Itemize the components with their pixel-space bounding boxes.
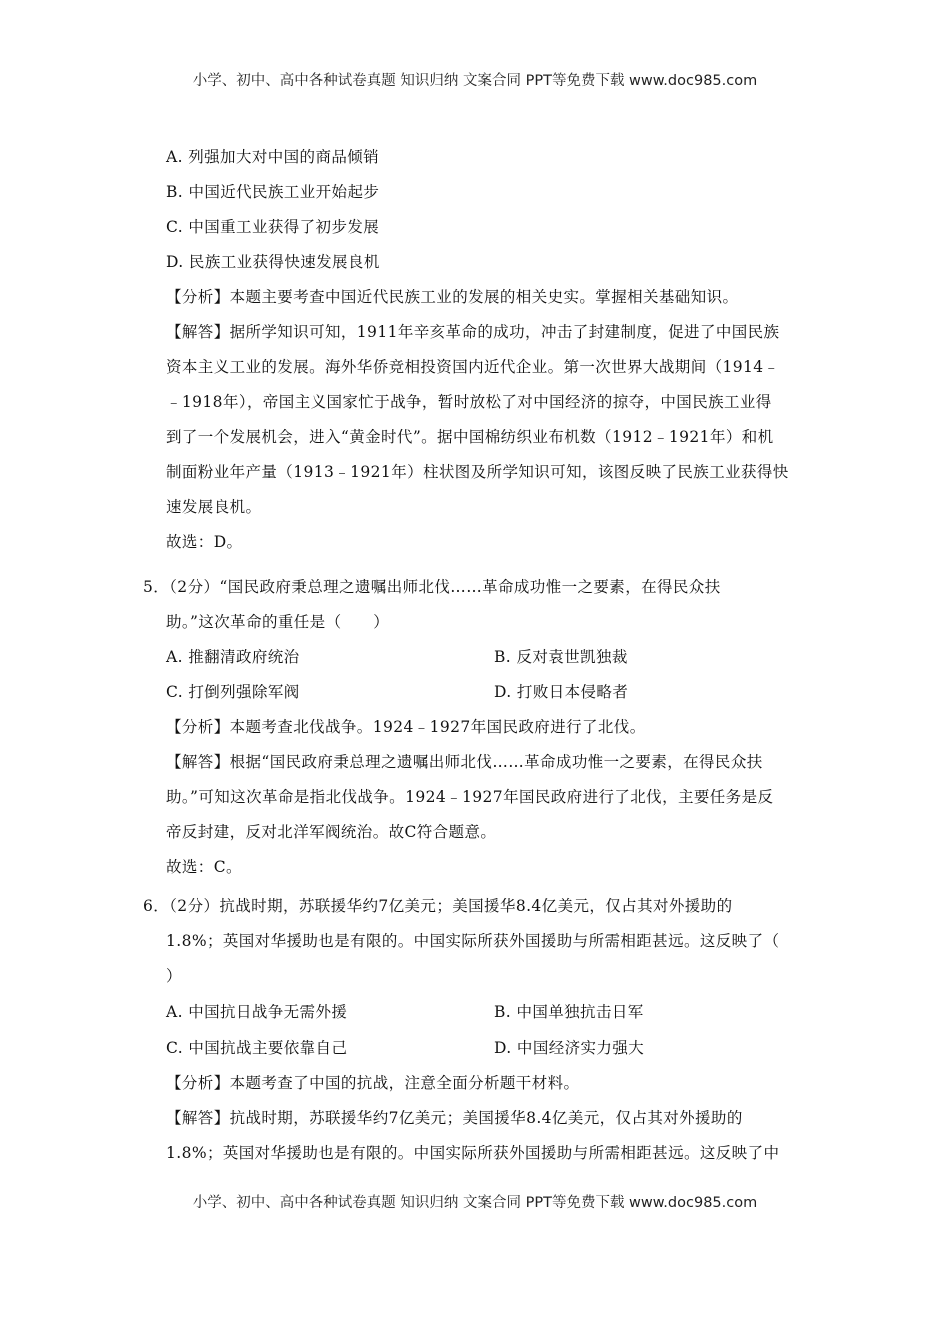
q5-choice: 故选：C。 bbox=[166, 858, 242, 876]
q5-stem-line-1: 5．（2分）“国民政府秉总理之遗嘱出师北伐……革命成功惟一之要素，在得民众扶 bbox=[143, 578, 721, 596]
q5-option-b: B. 反对袁世凯独裁 bbox=[494, 648, 628, 666]
q6-answer-line-1: 【解答】抗战时期，苏联援华约7亿美元；美国援华8.4亿美元，仅占其对外援助的 bbox=[166, 1109, 743, 1127]
q4-answer-line-6: 速发展良机。 bbox=[166, 498, 262, 516]
q5-stem-line-2: 助。”这次革命的重任是（ ） bbox=[166, 613, 390, 631]
q5-option-a: A. 推翻清政府统治 bbox=[166, 648, 300, 666]
q4-option-d: D. 民族工业获得快速发展良机 bbox=[166, 253, 380, 271]
q6-option-d: D. 中国经济实力强大 bbox=[494, 1039, 645, 1057]
q6-stem-line-2: 1.8%；英国对华援助也是有限的。中国实际所获外国援助与所需相距甚远。这反映了（ bbox=[166, 932, 780, 950]
q4-answer-line-2: 资本主义工业的发展。海外华侨竞相投资国内近代企业。第一次世界大战期间（1914﹣ bbox=[166, 358, 780, 376]
q5-answer-line-3: 帝反封建，反对北洋军阀统治。故C符合题意。 bbox=[166, 823, 497, 841]
q4-option-c: C. 中国重工业获得了初步发展 bbox=[166, 218, 380, 236]
q5-answer-line-1: 【解答】根据“国民政府秉总理之遗嘱出师北伐……革命成功惟一之要素，在得民众扶 bbox=[166, 753, 763, 771]
q6-stem-line-3: ） bbox=[166, 967, 182, 985]
q5-option-d: D. 打败日本侵略者 bbox=[494, 683, 629, 701]
q5-answer-line-2: 助。”可知这次革命是指北伐战争。1924﹣1927年国民政府进行了北伐，主要任务是反 bbox=[166, 788, 774, 806]
q6-option-c: C. 中国抗战主要依靠自己 bbox=[166, 1039, 348, 1057]
q4-choice: 故选：D。 bbox=[166, 533, 243, 551]
q4-answer-line-5: 制面粉业年产量（1913﹣1921年）柱状图及所学知识可知，该图反映了民族工业获得快 bbox=[166, 463, 789, 481]
q6-option-b: B. 中国单独抗击日军 bbox=[494, 1003, 644, 1021]
q6-option-a: A. 中国抗日战争无需外援 bbox=[166, 1003, 348, 1021]
q6-analysis: 【分析】本题考查了中国的抗战，注意全面分析题干材料。 bbox=[166, 1074, 580, 1092]
q6-answer-line-2: 1.8%；英国对华援助也是有限的。中国实际所获外国援助与所需相距甚远。这反映了中 bbox=[166, 1144, 780, 1162]
q5-option-c: C. 打倒列强除军阀 bbox=[166, 683, 300, 701]
q5-analysis: 【分析】本题考查北伐战争。1924﹣1927年国民政府进行了北伐。 bbox=[166, 718, 646, 736]
q6-stem-line-1: 6．（2分）抗战时期，苏联援华约7亿美元；美国援华8.4亿美元，仅占其对外援助的 bbox=[143, 897, 733, 915]
page-footer: 小学、初中、高中各种试卷真题 知识归纳 文案合同 PPT等免费下载 www.doc985.com bbox=[192, 1195, 758, 1211]
q4-option-b: B. 中国近代民族工业开始起步 bbox=[166, 183, 380, 201]
q4-answer-line-3: ﹣1918年），帝国主义国家忙于战争，暂时放松了对中国经济的掠夺，中国民族工业得 bbox=[166, 393, 772, 411]
q4-analysis: 【分析】本题主要考查中国近代民族工业的发展的相关史实。掌握相关基础知识。 bbox=[166, 288, 739, 306]
q4-answer-line-4: 到了一个发展机会，进入“黄金时代”。据中国棉纺织业布机数（1912﹣1921年）和机 bbox=[166, 428, 774, 446]
q4-answer-line-1: 【解答】据所学知识可知，1911年辛亥革命的成功，冲击了封建制度，促进了中国民族 bbox=[166, 323, 780, 341]
q4-option-a: A. 列强加大对中国的商品倾销 bbox=[166, 148, 380, 166]
page-header: 小学、初中、高中各种试卷真题 知识归纳 文案合同 PPT等免费下载 www.doc985.com bbox=[192, 73, 758, 89]
